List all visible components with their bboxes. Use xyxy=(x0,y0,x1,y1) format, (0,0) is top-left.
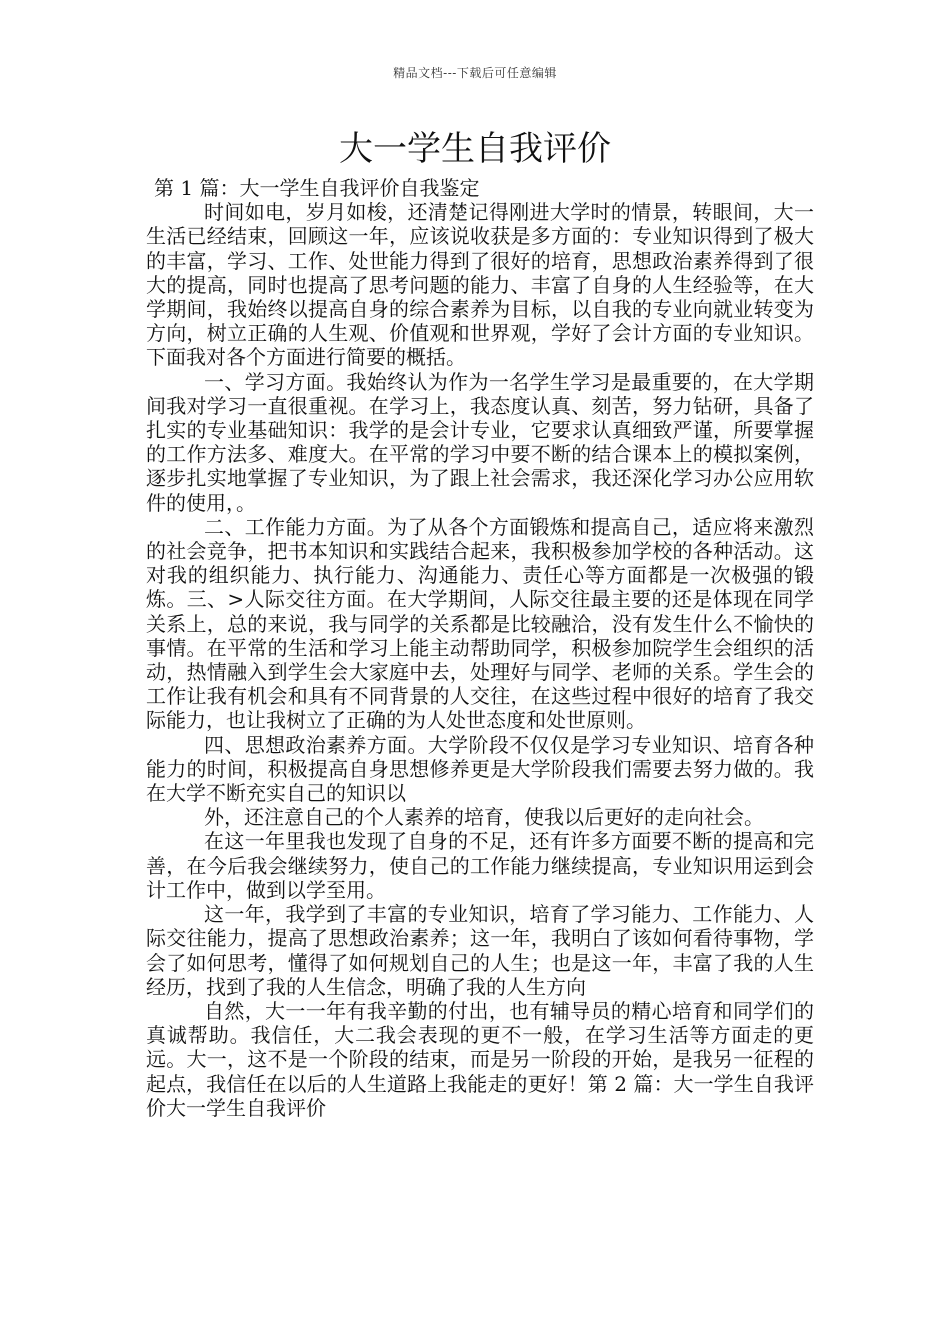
paragraph: 自然，大一一年有我辛勤的付出，也有辅导员的精心培育和同学们的真诚帮助。我信任，大二我会表现的更不一般，在学习生活等方面走的更远。大一，这不是一个阶段的结束，而是另一阶段的开始，是我另一征程的起点，我信任在以后的人生道路上我能走的更好！第 2 篇：大一学生自我评价大一学生自我评价 xyxy=(146,998,814,1120)
header-note: 精品文档---下载后可任意编辑 xyxy=(393,66,557,80)
paragraph: 在这一年里我也发现了自身的不足，还有许多方面要不断的提高和完善，在今后我会继续努力，使自己的工作能力继续提高，专业知识用运到会计工作中，做到以学至用。 xyxy=(146,829,814,902)
paragraph: 时间如电，岁月如梭，还清楚记得刚进大学时的情景，转眼间，大一生活已经结束，回顾这一年，应该说收获是多方面的：专业知识得到了极大的丰富，学习、工作、处世能力得到了很好的培育，思想政治素养得到了很大的提高，同时也提高了思考问题的能力、丰富了自身的人生经验等，在大学期间，我始终以提高自身的综合素养为目标，以自我的专业向就业转变为方向，树立正确的人生观、价值观和世界观，学好了会计方面的专业知识。下面我对各个方面进行简要的概括。 xyxy=(146,200,814,370)
paragraph: 这一年，我学到了丰富的专业知识，培育了学习能力、工作能力、人际交往能力，提高了思想政治素养；这一年，我明白了该如何看待事物，学会了如何思考，懂得了如何规划自己的人生；也是这一年，丰富了我的人生经历，找到了我的人生信念，明确了我的人生方向 xyxy=(146,902,814,999)
document-title: 大一学生自我评价 xyxy=(339,129,611,169)
paragraph: 外，还注意自己的个人素养的培育，使我以后更好的走向社会。 xyxy=(204,805,764,830)
section-heading: 第 1 篇：大一学生自我评价自我鉴定 xyxy=(154,176,480,200)
paragraph: 一、学习方面。我始终认为作为一名学生学习是最重要的，在大学期间我对学习一直很重视。在学习上，我态度认真、刻苦，努力钻研，具备了扎实的专业基础知识：我学的是会计专业，它要求认真细致严谨，所要掌握的工作方法多、难度大。在平常的学习中要不断的结合课本上的模拟案例，逐步扎实地掌握了专业知识，为了跟上社会需求，我还深化学习办公应用软件的使用，。 xyxy=(146,369,814,515)
paragraph: 四、思想政治素养方面。大学阶段不仅仅是学习专业知识、培育各种能力的时间，积极提高自身思想修养更是大学阶段我们需要去努力做的。我在大学不断充实自己的知识以 xyxy=(146,732,814,806)
paragraph: 二、工作能力方面。为了从各个方面锻炼和提高自己，适应将来激烈的社会竞争，把书本知识和实践结合起来，我积极参加学校的各种活动。这对我的组织能力、执行能力、沟通能力、责任心等方面都是一次极强的锻炼。三、>人际交往方面。在大学期间，人际交往最主要的还是体现在同学关系上，总的来说，我与同学的关系都是比较融洽，没有发生什么不愉快的事情。在平常的生活和学习上能主动帮助同学，积极参加院学生会组织的活动，热情融入到学生会大家庭中去，处理好与同学、老师的关系。学生会的工作让我有机会和具有不同背景的人交往，在这些过程中很好的培育了我交际能力，也让我树立了正确的为人处世态度和处世原则。 xyxy=(146,514,814,733)
document-body xyxy=(146,176,814,1120)
